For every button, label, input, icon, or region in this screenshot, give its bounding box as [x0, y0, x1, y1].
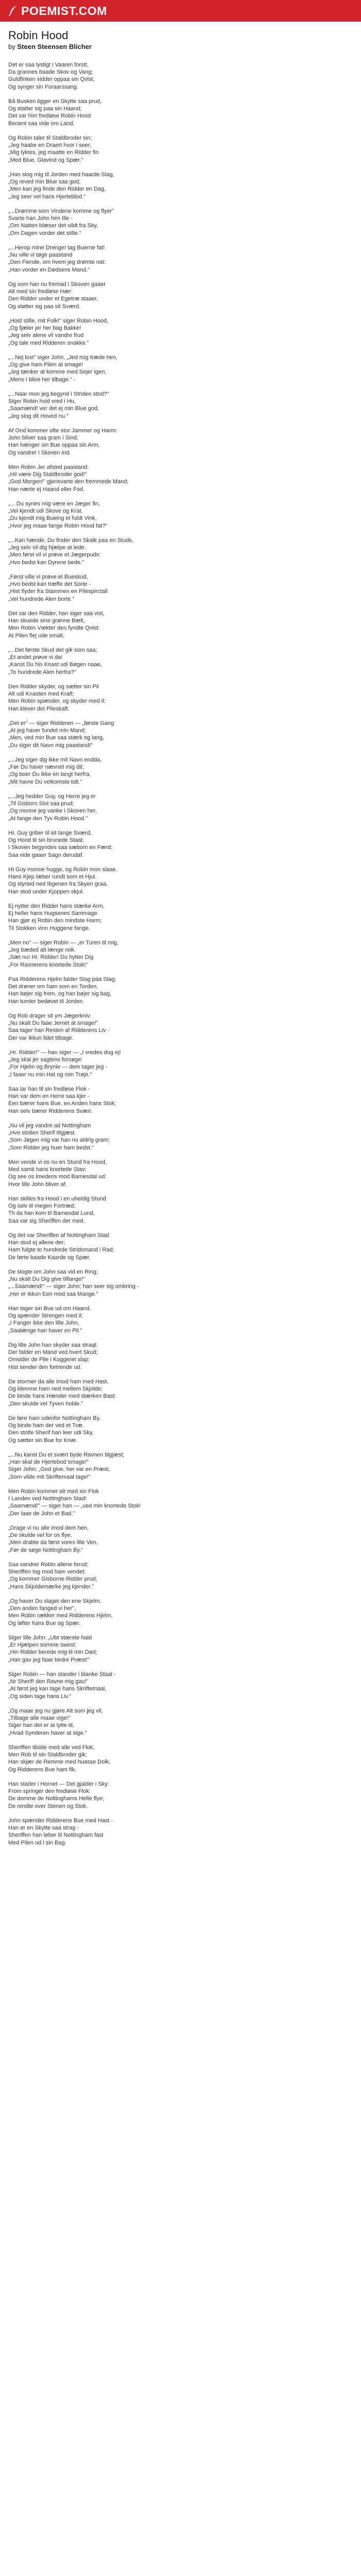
poem-line: Og løfter hans Bue og Spær.	[8, 1620, 81, 1626]
poem-stanza	[8, 720, 353, 749]
poem-line: Hans Kjep læber rundt som et Hjul.	[8, 874, 97, 880]
poem-stanza	[8, 610, 353, 639]
poem-line: Han gjør ej Robin den mindste Harm;	[8, 918, 102, 924]
poem-line: „Hvad Synderen haver at sige."	[8, 1730, 87, 1736]
poem-line: Dig lille John han skyder saa straqt:	[8, 1342, 98, 1348]
poem-line: „Og monne jeg vanke i Skoven her,	[8, 808, 97, 815]
poem-stanza	[8, 1781, 353, 1810]
poem-stanza	[8, 317, 353, 347]
poem-line: „Først ville vi prøve et Bueskud,	[8, 574, 88, 580]
poem-line: Saa var sig Sheriffen der med.	[8, 1217, 85, 1224]
poem-line: „Saalænge han haver en Pil."	[8, 1327, 83, 1334]
poem-line: „Hvo stolten Sherif tilgjæst.	[8, 1130, 76, 1137]
poem-line: „Er Hjælpen somme swest:	[8, 1642, 77, 1649]
poem-line: „...Det første Skud det gik som saa;	[8, 647, 97, 653]
poem-line: „To hundrede Alen herfra?"	[8, 669, 76, 675]
poem-line: „...Saamænd!" — siger John; han seer sig omkring -	[8, 1283, 139, 1290]
poem-line: „Til Gisborn Slot saa prud;	[8, 801, 74, 807]
poem-line: De føre ham udenfor Nottingham By,	[8, 1415, 101, 1421]
poem-line: „Og boer Du ikke en langt herfra,	[8, 771, 91, 778]
poem-line: Med samit hans knortede Stav;	[8, 1166, 87, 1173]
poem-line: Han klever det Pileskaft.	[8, 705, 70, 712]
poem-stanza	[8, 1195, 353, 1225]
poem-line: „I faaer nu min Hat og min Trøje."	[8, 1071, 92, 1078]
poem-stanza	[8, 391, 353, 420]
poem-line: „Men først vil vi prøve et Jægerpuds:	[8, 552, 101, 558]
poem-line: Og synger sin Foraarssang.	[8, 83, 78, 90]
poem-stanza	[8, 98, 353, 127]
poem-line: Men Robin Jer afsted paastand:	[8, 464, 89, 470]
poem-line: „Hvor jeg maae fange Robin Hood fat?"	[8, 522, 108, 529]
poem-line: „For Hjelm og Brynie — dem tager jeg -	[8, 1064, 107, 1071]
poem-line: „Jeg selv alene vil vandre frud	[8, 332, 84, 339]
poem-line: Omsider de Pile i Koggeret slap:	[8, 1357, 90, 1363]
poem-stanza	[8, 1744, 353, 1773]
poem-line: De førte baade Kaarde og Spær.	[8, 1254, 91, 1261]
poem-line: Hist sender den fortrende ud.	[8, 1364, 82, 1370]
site-logo[interactable]	[7, 4, 107, 18]
poem-line: Da grannes baade Skov og Vang;	[8, 69, 93, 76]
poem-line: „Nu skalt Du Dig give tilfange!"	[8, 1276, 85, 1283]
poem-stanza	[8, 939, 353, 969]
poem-line: Siger Robin hvid vred i Hu,	[8, 398, 76, 405]
poem-stanza	[8, 61, 353, 91]
poem-line: Og binde ham der ved et Træ.	[8, 1422, 84, 1429]
poem-stanza	[8, 1671, 353, 1700]
poem-line: „Som Jøgen mig var han nu aldrig gram;	[8, 1137, 110, 1144]
poem-line: Sheriffen tog mod ham vendet:	[8, 1569, 86, 1575]
poem-line: At Pilen flej ude smalt.	[8, 632, 64, 639]
poem-line: „Om Natten blæser det vildt fra Sky,	[8, 223, 99, 229]
poem-line: „Som Ridder jeg huer ham bedst."	[8, 1144, 94, 1151]
poem-line: „Jeg selv vil dig hjælpe at lede.	[8, 545, 86, 551]
poem-stanza	[8, 134, 353, 164]
poem-line: Og støtter sig paa sit Sværd.	[8, 303, 80, 310]
poem-stanza	[8, 537, 353, 566]
poem-line: Den Ridder under et Egetræ staaer,	[8, 296, 99, 302]
poem-line: Og Rob drager sit ym Jægerkniv:	[8, 1013, 92, 1019]
poem-stanza	[8, 244, 353, 274]
poem-line: „Og maae jeg nu gjøre Alt som jeg vil,	[8, 1708, 103, 1714]
poem-line: Siger han det er at lytte til,	[8, 1722, 74, 1729]
poem-line: Han skilles fra Hood i en uheldig Stund	[8, 1196, 106, 1202]
poem-stanza	[8, 464, 353, 493]
poem-line: Siger lille John: „Ubt stærste hald	[8, 1635, 92, 1641]
poem-line: Een bærer hans Bue, en Anden hans Stok;	[8, 1100, 117, 1107]
poem-stanza	[8, 976, 353, 1005]
poem-line: „At fange den Tyv Robin Hood."	[8, 815, 88, 822]
poem-line: Og see os imedens mod Barnesdal ud:	[8, 1174, 107, 1180]
poem-line: Sheriffen han løber til Nottingham fast	[8, 1832, 104, 1839]
poem-stanza	[8, 1012, 353, 1042]
poem-line: „Og haver Du slaget den ene Skjelm,	[8, 1598, 102, 1604]
poem-line: „Med Blue, Glavind og Spær."	[8, 157, 84, 163]
poem-stanza	[8, 1086, 353, 1115]
poem-line: Og Ridderens Bue ham fik.	[8, 1766, 77, 1773]
poem-line: Og sætter sin Bue for Knæ.	[8, 1437, 77, 1444]
poem-line: Han hænger sin Bue oppaa sin Arm,	[8, 442, 100, 449]
poem-line: Saa vandrer Robin allene forud;	[8, 1562, 89, 1568]
poem-stanza	[8, 1415, 353, 1444]
poem-line: Men Robin Vækter den fyndte Qvist;	[8, 625, 100, 632]
poem-stanza	[8, 903, 353, 932]
poem-line: Ej heller hans Hugsenes Sammage.	[8, 910, 99, 917]
poem-line: „Han vorder en Dødsens Mand."	[8, 266, 90, 273]
poem-line: „Og tale med Ridderen snakke."	[8, 340, 89, 346]
poem-stanza	[8, 1488, 353, 1517]
poem-line: „...Drømme som Vindene komme og flyer"	[8, 208, 114, 214]
poem-line: „Du siger dit Navn mig paastand!"	[8, 742, 93, 749]
poem-stanza	[8, 1634, 353, 1664]
poem-line: Og klemme ham ned mellem Skjolde;	[8, 1386, 103, 1393]
poem-stanza	[8, 1561, 353, 1590]
poem-line: „...Kan hænde, Du finder den Skalk paa en Studs,	[8, 537, 134, 544]
poem-line: „Den skulde vel Tyven holde."	[8, 1400, 83, 1407]
poem-line: Det drøner om ham som en Torden,	[8, 984, 99, 990]
poem-line: „Nu ville vi tøge paastand	[8, 252, 73, 259]
poem-line: Og det var Sheriffen af Nottingham Stad	[8, 1232, 109, 1239]
poem-line: Paa Ridderens Hjelm falder Slag paa Slag;	[8, 976, 117, 982]
poem-line: Alt med sin fredløse Hær:	[8, 289, 73, 295]
poem-line: „Nu vil jeg vandre ad Nottingham	[8, 1123, 91, 1129]
poem-byline	[8, 43, 353, 51]
poem-line: „Og reved min Blue saa god;	[8, 179, 81, 185]
poem-line: „Et andet prøve vi da!	[8, 654, 63, 661]
poem-line: Og styrted ned Ibgenen fra Skyen graa,	[8, 881, 108, 888]
poem-stanza	[8, 1305, 353, 1334]
poem-stanza	[8, 1049, 353, 1078]
poem-line: „Jeg seer vel hans Hjerteblod."	[8, 193, 86, 200]
poem-stanza	[8, 354, 353, 383]
poem-stanza	[8, 208, 353, 237]
poem-line: Den stolte Sherif han leer udi Sky,	[8, 1430, 94, 1436]
poem-line: Han selv bærer Ridderens Sværi.	[8, 1108, 93, 1114]
poem-body	[8, 61, 353, 1846]
poem-line: „Hold stille, mit Folk!" siger Robin Hood,	[8, 318, 109, 324]
poem-line: „Men kan jeg finde den Ridder en Dag,	[8, 186, 106, 193]
poem-line: Til Stokken vinn Huggene fange.	[8, 925, 90, 931]
poem-line: Saa vide gaaer Sagn derudaf.	[8, 852, 84, 858]
poem-line: Han bøjer sig frem, og han bøjer sig bag,	[8, 991, 111, 997]
poem-line: „Hr. Ridder!" — han siger — „I vredes dog ej!	[8, 1049, 121, 1056]
poem-line: Han nærte ej Haand eller Fod.	[8, 486, 85, 493]
poem-line: „Her er ikkun Een mod saa Mange."	[8, 1291, 99, 1297]
poem-line: „Saamænd! ver det ej min Blue god,	[8, 405, 100, 412]
poem-line: Han stod ej allene der;	[8, 1240, 65, 1246]
poem-line: Og statter sig paa sin Haand;	[8, 106, 82, 112]
poem-line: „Før de søge Nottingham By."	[8, 1547, 83, 1553]
poem-line: „Om Dagen vorder det stille."	[8, 230, 81, 236]
poem-title: Robin Hood	[8, 29, 69, 42]
poem-line: „For Ravnerens knortede Stok!"	[8, 961, 88, 968]
poem-stanza	[8, 1378, 353, 1408]
poem-line: Hvor lille John bliver af.	[8, 1181, 67, 1188]
poem-line: „Mens I blive her tilbage." -	[8, 376, 76, 383]
poem-line: John spænder Ridderens Bue med Hast -	[8, 1818, 113, 1824]
poem-line: „Mit havre Du velkomste tidt."	[8, 778, 83, 785]
poem-line: Det er saa lystigt i Vaaren forstt,	[8, 62, 89, 68]
poem-line: Saa Iar han til sin fredløse Flok -	[8, 1086, 90, 1092]
poem-stanza	[8, 683, 353, 713]
poem-line: „Men drabte da først vores lille Ven,	[8, 1539, 98, 1546]
poem-line: „Du kjendt mig Bueing et fuldt Vink,	[8, 515, 97, 522]
poem-line: Han skuede sine grønne Bælt,	[8, 618, 85, 624]
poem-line: De domme de Nottinghams Helte flye;	[8, 1795, 104, 1802]
poem-line: Han var dem en Herre saa kjer -	[8, 1093, 90, 1100]
poem-line: De rendte over Stenen og Stok.	[8, 1803, 88, 1809]
poem-line: Men Robin kommer alt med sin Flok	[8, 1488, 100, 1495]
poem-line: Der falder en Mand ved hvert Skud;	[8, 1349, 98, 1356]
poem-stanza	[8, 756, 353, 786]
poem-line: „Den Fiende, om hvem jeg drømte nat:	[8, 259, 106, 266]
poem-stanza	[8, 1232, 353, 1261]
poem-line: John bliver saa gram i Sind;	[8, 435, 78, 442]
poem-stanza	[8, 647, 353, 676]
poem-line: „Nu skalt Du faae Jernet at smage!"	[8, 1020, 98, 1027]
poem-line: „Hin Ridder berede mig til min Død;	[8, 1649, 97, 1656]
poem-line: „Hist flyder fra Stammen en Pilespirctall	[8, 588, 108, 595]
byline-prefix: by	[8, 43, 15, 50]
poem-line: I Landen ved Nottingham Stad!	[8, 1496, 87, 1502]
poem-stanza	[8, 1342, 353, 1371]
poem-stanza	[8, 171, 353, 200]
poem-line: Og Robin taler til Staldbroder sin;	[8, 135, 92, 141]
poem-line: „... Du synes mig være en Jæger fin,	[8, 501, 100, 507]
poem-line: Men Rob til sin Staldbroder gik;	[8, 1752, 87, 1758]
poem-line: De binde hans Hænder med stærken Bast:	[8, 1393, 117, 1400]
poem-line: „...Nu kanst Du et svært byde Ravnen tilgjæst;	[8, 1452, 124, 1458]
poem-line: Der var ikkun lidet tilbage.	[8, 1035, 74, 1041]
poem-line: Sheriffen tilside med alle ved Flok,	[8, 1744, 95, 1751]
poem-line: Siger Robin — han stander i blanke Staal -	[8, 1671, 116, 1677]
poem-line: I Skoven begyndes saa sæbom en Færd;	[8, 844, 112, 851]
poem-stanza	[8, 500, 353, 530]
poem-line: From springer den fredløse Flok:	[8, 1788, 91, 1795]
poem-line: „Hvo bedst kan træffe det Sorte -	[8, 581, 91, 588]
poem-line: „I Fanger ikke den lille John,	[8, 1320, 79, 1327]
poem-line: „Tilbage alle maae vige!"	[8, 1715, 71, 1722]
poem-page	[0, 22, 361, 1846]
poem-stanza	[8, 829, 353, 859]
poem-line: Siger John; „God give, her var en Præst,	[8, 1466, 110, 1473]
poem-line: „Jeg tænker at komme med Sejer igen,	[8, 369, 107, 376]
poem-line: „God Morgen!" gjensvarte den fremmede Mand;	[8, 479, 129, 485]
poem-line: „Jeg skal jer sagtens forsøge:	[8, 1057, 83, 1063]
poem-stanza	[8, 866, 353, 895]
poem-line: Og spænder Strengen med Il;	[8, 1313, 83, 1319]
poem-line: Han skjær de Remme med huasse Dolk,	[8, 1759, 111, 1766]
site-header	[0, 0, 361, 22]
poem-line: „Jeg haabe en Draert hvor i seer;	[8, 142, 92, 149]
poem-line: „Han gav jeg faae bedre Præst!"	[8, 1656, 90, 1663]
poem-line: Ej nytter den Ridder hans stærke Arm,	[8, 903, 105, 909]
quill-icon	[7, 5, 19, 16]
poem-stanza	[8, 1817, 353, 1846]
poem-line: Svarte han John him Ille -	[8, 215, 73, 222]
poem-line: „Vel hundrede Alen borte."	[8, 596, 75, 602]
poem-line: Han stader i Hornet — Det gjalder i Sky:	[8, 1781, 109, 1787]
poem-line: „...Herop mine Drenge! tag Buerne fat!	[8, 245, 105, 251]
poem-line: Ht Guy monne hugge, og Robin mon slaae,	[8, 867, 118, 873]
poem-line: „At først jeg kan tage hans Skriftemaal,	[8, 1686, 107, 1692]
poem-line: „Mig lyktes, jeg maatte en Ridder fin	[8, 149, 99, 156]
poem-line: Bå Busken ligger en Skytte saa prud,	[8, 98, 102, 105]
poem-line: „Og kommer Gisborne Ridder prud;	[8, 1576, 97, 1583]
poem-line: Th da han kom til Barnesdal Lund,	[8, 1210, 95, 1217]
poem-line: „At jeg haver fundet min Mand;	[8, 727, 86, 734]
site-logo-text: POEMIST.COM	[21, 4, 107, 18]
poem-line: Og vandrer i Skoven ind.	[8, 449, 71, 456]
poem-stanza	[8, 573, 353, 603]
poem-line: „Før Du haver nævnet mig dit;	[8, 764, 84, 771]
poem-line: „Den anden fanged vi her",	[8, 1605, 76, 1612]
poem-line: „Men, ved min Bue saa stærk og lang,	[8, 735, 104, 741]
poem-line: „Jeg slog dit Hoved nu."	[8, 413, 69, 419]
poem-line: „Saamænd!" — siger han — „ved min knortede Stok!	[8, 1503, 141, 1510]
poem-stanza	[8, 427, 353, 456]
poem-line: Beramt saa vide om Land.	[8, 120, 75, 127]
poem-line: Af Ond kommer ofte stor Jammer og Harm:	[8, 428, 117, 434]
poem-line: Men Robin spænder, og skyder med Il:	[8, 698, 106, 705]
poem-line: Og som han nu fremad i Skoven gaaer	[8, 281, 106, 287]
poem-stanza	[8, 1451, 353, 1481]
poem-line: Han er en Skytte saa strag -	[8, 1825, 79, 1832]
poem-line: Hr. Guy griber til sit lange Sværd,	[8, 830, 92, 836]
poem-line: „Hvo bedst kan Dyrene bede."	[8, 559, 84, 566]
poem-line: Han tager sin Bue ud om Haand,	[8, 1306, 91, 1312]
poem-line: „...Nej lost" siger John, „Jed mig træde hen,	[8, 354, 118, 361]
poem-line: Det var him frediøse Robin Hood	[8, 113, 91, 120]
poem-line: „Kanst Du hin Knast udi Bøgen naae,	[8, 662, 102, 668]
poem-line: „Han skal de Hjertebod smage!"	[8, 1459, 89, 1466]
poem-line: „Og give ham Pilen at smage!	[8, 362, 83, 368]
poem-line: Det var den Ridder, han siger saa vist,	[8, 611, 105, 617]
poem-line: De slogte om John saa vid en Ring;	[8, 1269, 98, 1275]
poem-line: „...Jeg siger dig ikke mit Navn endda,	[8, 757, 102, 763]
poem-stanza	[8, 1159, 353, 1188]
poem-line: „Og siden tage hans Liv."	[8, 1693, 72, 1700]
poem-line: Alt udi Knasten med Kraft;	[8, 691, 74, 698]
poem-line: Og selv til megen Fortræd;	[8, 1203, 76, 1210]
poem-line: „...Jeg hedder Guy, og Herre jeg er	[8, 793, 96, 800]
poem-line: „Sæt nu! Hr. Ridder! Du hytter Dig	[8, 954, 94, 961]
poem-line: Guldfinken sidder oppaa sin Qvist,	[8, 76, 95, 83]
poem-line: „Hans Skjoldemærke jeg kjender."	[8, 1583, 94, 1590]
poem-stanza	[8, 1524, 353, 1554]
poem-line: „Der laae de John et Bad."	[8, 1510, 75, 1517]
poem-line: Saa tager han Resten af Ridderens Liv -	[8, 1027, 110, 1034]
poem-author-link[interactable]: Steen Steensen Blicher	[17, 43, 92, 50]
poem-line: Men vende vi os nu en Stund fra Hood,	[8, 1159, 107, 1165]
poem-line: Og Hood til sin brunede Staal;	[8, 837, 84, 844]
poem-line: Med Pilen ud i sin Bag.	[8, 1839, 67, 1846]
poem-line: Han tumler bedøvet til Jorden.	[8, 998, 85, 1005]
poem-stanza	[8, 1598, 353, 1627]
poem-stanza	[8, 1707, 353, 1737]
poem-line: Ham fulgte to hundrede Stridsmand i Rad;	[8, 1247, 114, 1253]
poem-line: „Han slog mig til Jorden med haarde Slag,	[8, 172, 114, 178]
poem-line: „Og fjæler jer her bag Bakke!	[8, 325, 81, 332]
poem-stanza	[8, 793, 353, 822]
poem-stanza	[8, 281, 353, 310]
poem-line: „Som vilde mit Skriftemaal tage!"	[8, 1473, 91, 1480]
poem-line: „...Naar mon jeg begynd i Striden stod?"	[8, 391, 109, 397]
poem-line: „Drage vi nu alle imod dem hen,	[8, 1525, 89, 1531]
poem-line: Men Robin rækker med Ridderens Hjelm,	[8, 1613, 113, 1619]
poem-line: „Vel kjendt udi Skove og Krat.	[8, 508, 83, 515]
poem-line: „Men nu" — siger Robin — „er Turen til mig,	[8, 940, 119, 946]
poem-line: Den Ridder skyder, og sætter sin Pil	[8, 684, 99, 690]
poem-line: „De skulde vel for os flye,	[8, 1532, 72, 1539]
poem-line: „Hil være Dig Staldbroder god!"	[8, 471, 87, 478]
poem-stanza	[8, 1122, 353, 1151]
poem-line: „Det er" — siger Ridderen — „første Gang	[8, 720, 114, 726]
poem-line: Han stod under Kjoppen skjul.	[8, 888, 84, 895]
poem-line: De stormer da alle imod ham med Hast,	[8, 1379, 109, 1385]
poem-stanza	[8, 1268, 353, 1298]
poem-line: „Jeg bæded alt længe nok.	[8, 947, 76, 954]
poem-line: „Nr Sherif! den Ravne mig gav!"	[8, 1679, 88, 1685]
